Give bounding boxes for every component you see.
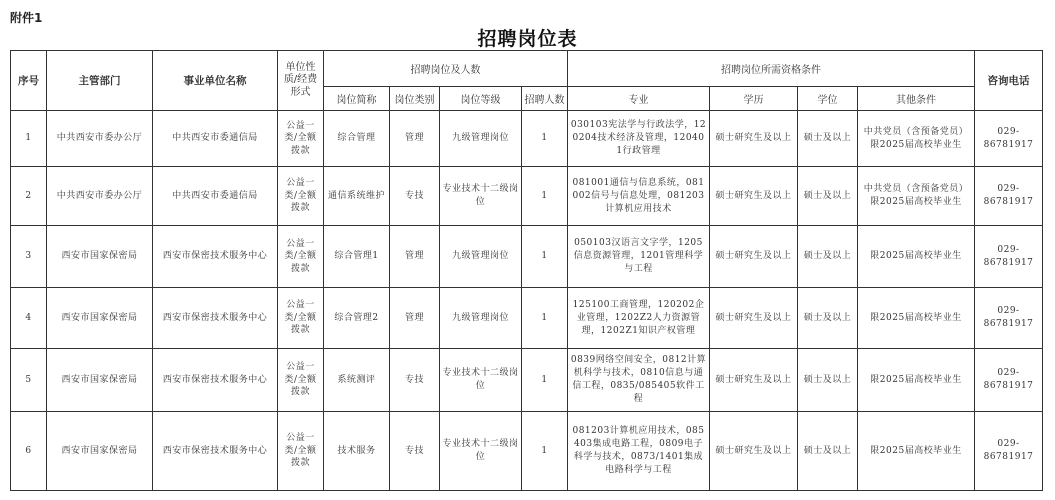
header-position-name: 岗位简称 — [324, 87, 390, 111]
cell-degree: 硕士及以上 — [798, 412, 858, 491]
cell-department: 中共西安市委办公厅 — [47, 111, 153, 167]
cell-unit-nature: 公益一类/全额拨款 — [278, 167, 324, 226]
header-education: 学历 — [710, 87, 798, 111]
table-row — [11, 412, 1043, 491]
cell-headcount: 1 — [522, 288, 568, 349]
cell-major: 050103汉语言文字学，1205信息资源管理，1201管理科学与工程 — [568, 226, 710, 288]
cell-headcount: 1 — [522, 412, 568, 491]
cell-phone: 029-86781917 — [975, 226, 1043, 288]
cell-other: 限2025届高校毕业生 — [858, 288, 975, 349]
cell-phone: 029-86781917 — [975, 167, 1043, 226]
cell-other: 中共党员（含预备党员）限2025届高校毕业生 — [858, 167, 975, 226]
cell-unit-nature: 公益一类/全额拨款 — [278, 412, 324, 491]
cell-unit-nature: 公益一类/全额拨款 — [278, 349, 324, 412]
cell-phone: 029-86781917 — [975, 349, 1043, 412]
cell-seq: 6 — [11, 412, 47, 491]
cell-seq: 5 — [11, 349, 47, 412]
cell-seq: 3 — [11, 226, 47, 288]
header-unit-nature: 单位性质/经费形式 — [278, 51, 324, 111]
table-row — [11, 288, 1043, 349]
cell-unit-name: 西安市保密技术服务中心 — [153, 226, 278, 288]
header-position-type: 岗位类别 — [390, 87, 440, 111]
header-headcount: 招聘人数 — [522, 87, 568, 111]
cell-phone: 029-86781917 — [975, 412, 1043, 491]
cell-degree: 硕士及以上 — [798, 111, 858, 167]
cell-position-type: 专技 — [390, 412, 440, 491]
cell-phone: 029-86781917 — [975, 288, 1043, 349]
header-row-1 — [11, 51, 1043, 87]
cell-major: 030103宪法学与行政法学，120204技术经济及管理，120401行政管理 — [568, 111, 710, 167]
cell-phone: 029-86781917 — [975, 111, 1043, 167]
table-row — [11, 349, 1043, 412]
header-positions-group: 招聘岗位及人数 — [324, 51, 568, 87]
cell-unit-name: 中共西安市委通信局 — [153, 111, 278, 167]
cell-headcount: 1 — [522, 349, 568, 412]
cell-other: 限2025届高校毕业生 — [858, 412, 975, 491]
attachment-label: 附件1 — [10, 11, 43, 25]
cell-department: 中共西安市委办公厅 — [47, 167, 153, 226]
cell-unit-name: 中共西安市委通信局 — [153, 167, 278, 226]
recruitment-table — [10, 50, 1043, 491]
cell-position-level: 九级管理岗位 — [440, 111, 522, 167]
cell-position-level: 专业技术十二级岗位 — [440, 167, 522, 226]
cell-unit-name: 西安市保密技术服务中心 — [153, 349, 278, 412]
cell-unit-nature: 公益一类/全额拨款 — [278, 226, 324, 288]
cell-position-type: 专技 — [390, 349, 440, 412]
cell-position-name: 系统测评 — [324, 349, 390, 412]
header-requirements-group: 招聘岗位所需资格条件 — [568, 51, 975, 87]
header-position-level: 岗位等级 — [440, 87, 522, 111]
header-major: 专业 — [568, 87, 710, 111]
cell-position-type: 管理 — [390, 288, 440, 349]
cell-major: 081203计算机应用技术，085403集成电路工程，0809电子科学与技术，0873/1401集成电路科学与工程 — [568, 412, 710, 491]
cell-education: 硕士研究生及以上 — [710, 226, 798, 288]
cell-degree: 硕士及以上 — [798, 226, 858, 288]
cell-department: 西安市国家保密局 — [47, 349, 153, 412]
cell-position-name: 综合管理2 — [324, 288, 390, 349]
cell-seq: 2 — [11, 167, 47, 226]
cell-other: 限2025届高校毕业生 — [858, 226, 975, 288]
cell-position-type: 专技 — [390, 167, 440, 226]
cell-headcount: 1 — [522, 111, 568, 167]
cell-position-level: 专业技术十二级岗位 — [440, 412, 522, 491]
cell-position-type: 管理 — [390, 226, 440, 288]
cell-position-name: 综合管理1 — [324, 226, 390, 288]
cell-degree: 硕士及以上 — [798, 288, 858, 349]
cell-major: 0839网络空间安全，0812计算机科学与技术，0810信息与通信工程，0835/085405软件工程 — [568, 349, 710, 412]
cell-position-level: 专业技术十二级岗位 — [440, 349, 522, 412]
header-unit-name: 事业单位名称 — [153, 51, 278, 111]
cell-headcount: 1 — [522, 226, 568, 288]
cell-headcount: 1 — [522, 167, 568, 226]
cell-degree: 硕士及以上 — [798, 349, 858, 412]
cell-education: 硕士研究生及以上 — [710, 412, 798, 491]
cell-education: 硕士研究生及以上 — [710, 288, 798, 349]
cell-position-name: 技术服务 — [324, 412, 390, 491]
cell-seq: 1 — [11, 111, 47, 167]
cell-department: 西安市国家保密局 — [47, 412, 153, 491]
cell-position-level: 九级管理岗位 — [440, 226, 522, 288]
cell-education: 硕士研究生及以上 — [710, 349, 798, 412]
cell-unit-name: 西安市保密技术服务中心 — [153, 288, 278, 349]
cell-position-type: 管理 — [390, 111, 440, 167]
cell-major: 081001通信与信息系统，081002信号与信息处理，081203计算机应用技术 — [568, 167, 710, 226]
cell-education: 硕士研究生及以上 — [710, 111, 798, 167]
cell-major: 125100工商管理，120202企业管理，1202Z2人力资源管理，1202Z1知识产权管理 — [568, 288, 710, 349]
cell-position-name: 综合管理 — [324, 111, 390, 167]
cell-unit-nature: 公益一类/全额拨款 — [278, 111, 324, 167]
header-phone: 咨询电话 — [975, 51, 1043, 111]
cell-other: 限2025届高校毕业生 — [858, 349, 975, 412]
cell-other: 中共党员（含预备党员）限2025届高校毕业生 — [858, 111, 975, 167]
document-title: 招聘岗位表 — [477, 28, 578, 50]
header-other: 其他条件 — [858, 87, 975, 111]
cell-department: 西安市国家保密局 — [47, 288, 153, 349]
cell-position-level: 九级管理岗位 — [440, 288, 522, 349]
cell-department: 西安市国家保密局 — [47, 226, 153, 288]
cell-education: 硕士研究生及以上 — [710, 167, 798, 226]
header-degree: 学位 — [798, 87, 858, 111]
header-seq: 序号 — [11, 51, 47, 111]
cell-unit-name: 西安市保密技术服务中心 — [153, 412, 278, 491]
table-row — [11, 167, 1043, 226]
cell-seq: 4 — [11, 288, 47, 349]
cell-position-name: 通信系统维护 — [324, 167, 390, 226]
table-row — [11, 226, 1043, 288]
cell-degree: 硕士及以上 — [798, 167, 858, 226]
header-department: 主管部门 — [47, 51, 153, 111]
cell-unit-nature: 公益一类/全额拨款 — [278, 288, 324, 349]
table-row — [11, 111, 1043, 167]
